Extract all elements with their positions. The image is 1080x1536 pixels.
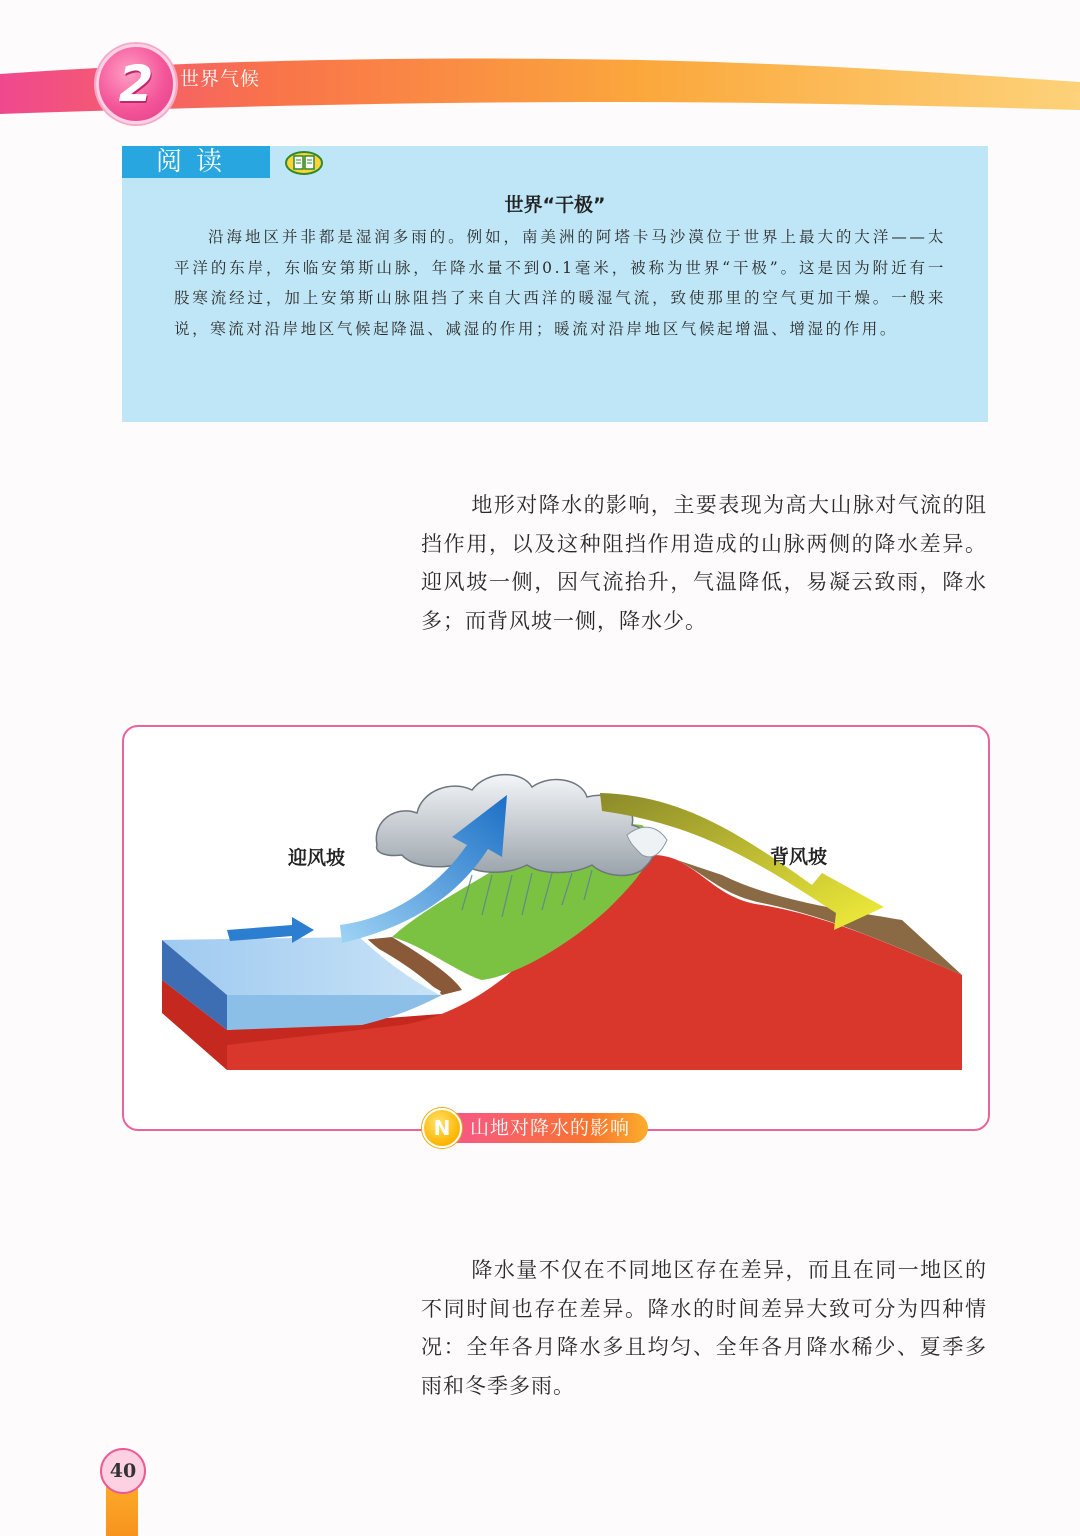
page-number-text: 40	[109, 1460, 137, 1482]
reading-title: 世界“干极”	[504, 194, 606, 216]
chapter-number-badge	[96, 44, 176, 124]
rain-cloud	[376, 775, 654, 876]
label-windward-slope: 迎风坡	[288, 847, 346, 869]
chapter-number: 2	[118, 55, 154, 113]
reading-tab: 阅读	[122, 146, 270, 178]
figure-caption	[422, 1110, 648, 1146]
caption-text: 山地对降水的影响	[450, 1113, 648, 1143]
orographic-precipitation-diagram	[122, 725, 986, 1127]
caption-badge: N	[422, 1108, 462, 1148]
reading-text: 沿海地区并非都是湿润多雨的。例如，南美洲的阿塔卡马沙漠位于世界上最大的大洋——太平洋的东岸，东临安第斯山脉，年降水量不到0.1毫米，被称为世界“干极”。这是因为附近有一股寒流经过，加上安第斯山脉阻挡了来自大西洋的暖湿气流，致使那里的空气更加干燥。一般来说，寒流对沿岸地区气候起降温、减湿的作用；暖流对沿岸地区气候起增温、增湿的作用。	[174, 228, 946, 338]
reading-box	[122, 146, 988, 422]
label-leeward-slope: 背风坡	[770, 846, 828, 868]
page-number	[100, 1448, 146, 1494]
chapter-title: 世界气候	[180, 68, 261, 90]
paragraph-terrain-precipitation: 地形对降水的影响，主要表现为高大山脉对气流的阻挡作用，以及这种阻挡作用造成的山脉两侧的降水差异。迎风坡一侧，因气流抬升，气温降低，易凝云致雨，降水多；而背风坡一侧，降水少。	[421, 493, 987, 633]
paragraph-temporal-precipitation: 降水量不仅在不同地区存在差异，而且在同一地区的不同时间也存在差异。降水的时间差异大致可分为四种情况：全年各月降水多且均匀、全年各月降水稀少、夏季多雨和冬季多雨。	[421, 1258, 987, 1398]
reading-book-icon	[284, 148, 324, 176]
